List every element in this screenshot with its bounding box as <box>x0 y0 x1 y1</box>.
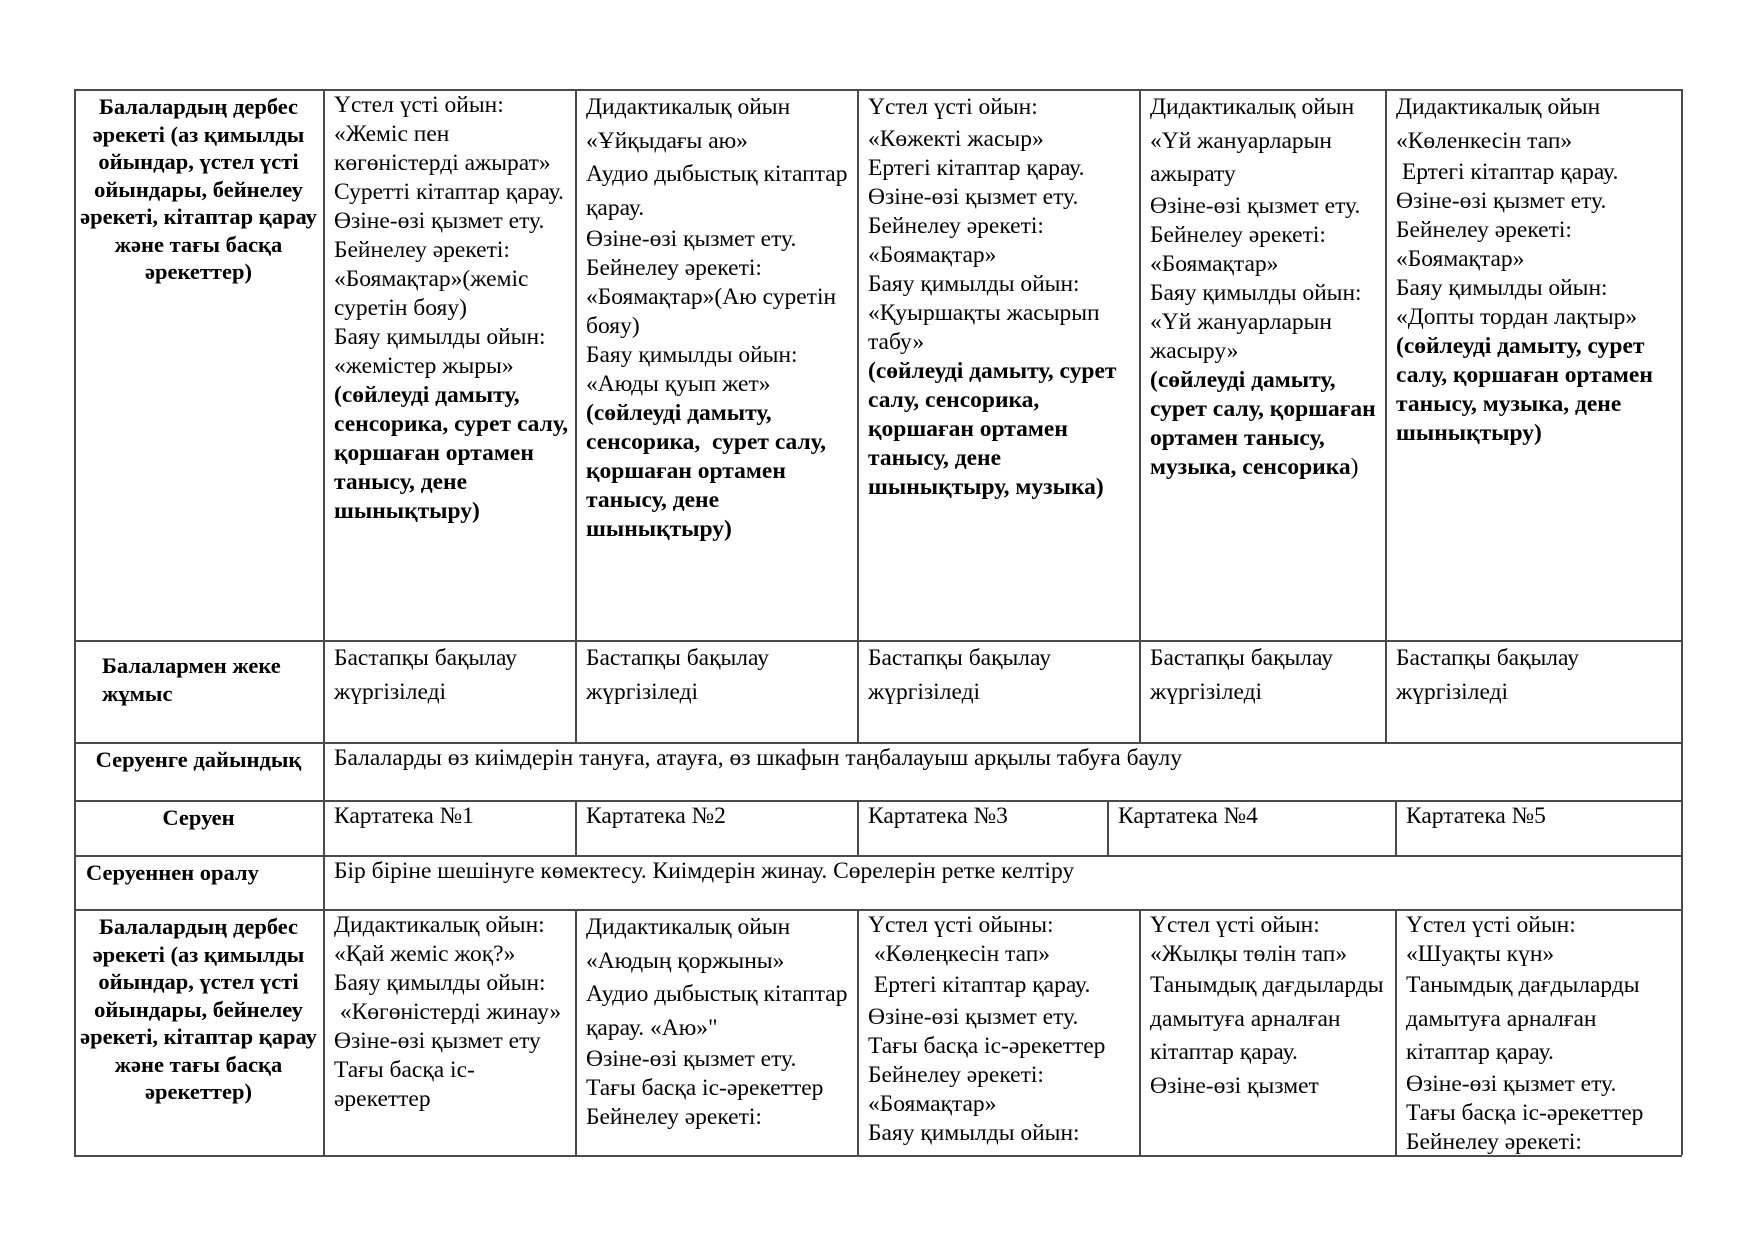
cell-paragraph <box>868 1061 1133 1119</box>
cell-paragraph <box>334 642 569 709</box>
cell-paragraph <box>586 158 854 225</box>
cell-paragraph <box>1150 969 1389 1070</box>
day-cell <box>323 89 575 640</box>
paragraph-text: Бастапқы бақылау жүргізіледі <box>1396 645 1585 705</box>
day-cell <box>857 909 1139 1155</box>
paragraph-text: Өзіне-өзі қызмет ету. <box>1396 188 1607 214</box>
paragraph-bold-text: (сөйлеуді дамыту, сурет салу, сенсорика, қоршаған ортамен танысу, дене шынықтыру, музыка) <box>868 357 1123 500</box>
cell-paragraph <box>868 183 1133 212</box>
paragraph-text: Өзіне-өзі қызмет <box>1150 1072 1319 1099</box>
paragraph-text: Баяу қимылды ойын: «Үй жануарларын жасыру» <box>1150 279 1368 364</box>
day-cell <box>575 89 857 640</box>
paragraph-text: Дидактикалық ойын <box>586 914 791 940</box>
cell-paragraph <box>586 341 851 544</box>
row-label <box>74 800 323 855</box>
cell-paragraph <box>1150 1070 1389 1104</box>
paragraph-text: «Аюдың қоржыны» <box>586 947 785 974</box>
cell-paragraph <box>868 969 1133 1003</box>
row-label-text: Серуен <box>162 805 235 830</box>
day-cell <box>857 89 1139 640</box>
day-cell <box>1139 909 1395 1155</box>
paragraph-text: Бейнелеу әрекеті: «Боямақтар» <box>868 212 1050 268</box>
day-cell <box>1395 800 1681 855</box>
row-label-text: Балалардың дербес әрекеті (аз қимылды ойындар, үстел үсті ойындары, бейнелеу әрекеті, кітаптар қарау және тағы басқа әрекеттер) <box>80 94 317 284</box>
day-cell <box>1385 640 1681 742</box>
cell-paragraph <box>334 1027 569 1056</box>
cell-paragraph <box>334 91 569 178</box>
cell-paragraph <box>1396 274 1675 332</box>
paragraph-text: Баяу қимылды ойын: <box>334 970 546 996</box>
paragraph-text: Ертегі кітаптар қарау. <box>868 972 1091 998</box>
cell-paragraph <box>334 236 569 323</box>
cell-paragraph <box>586 1045 851 1074</box>
cell-paragraph <box>586 91 851 125</box>
cell-paragraph <box>1396 642 1675 709</box>
row-label-text: Балалармен жеке жұмыс <box>102 653 281 706</box>
cell-paragraph <box>586 254 851 341</box>
paragraph-bold-text: (сөйлеуді дамыту, сенсорика, сурет салу, қоршаған ортамен танысу, дене шынықтыру) <box>586 400 832 542</box>
day-cell <box>575 909 857 1155</box>
paragraph-text: Аудио дыбыстық кітаптар қарау. «Аю»" <box>586 981 854 1041</box>
paragraph-text: «Көлеңкесін тап» <box>868 941 1051 967</box>
paragraph-text: Өзіне-өзі қызмет ету. <box>586 1046 797 1072</box>
paragraph-text: Суретті кітаптар қарау. <box>334 179 564 205</box>
day-cell <box>1107 800 1395 855</box>
table-rule-v <box>1681 89 1683 1155</box>
paragraph-text: Бастапқы бақылау жүргізіледі <box>586 645 775 705</box>
cell-paragraph <box>586 802 851 831</box>
day-cell <box>323 909 575 1155</box>
paragraph-text: Үстел үсті ойын: «Жеміс пен көгөністерді ажырат» <box>334 92 551 176</box>
cell-paragraph <box>1150 911 1389 940</box>
cell-paragraph <box>868 802 1101 831</box>
paragraph-text: Баяу қимылды ойын: «жемістер жыры» <box>334 324 552 379</box>
paragraph-text: Бастапқы бақылау жүргізіледі <box>1150 645 1339 705</box>
cell-paragraph <box>586 1074 851 1103</box>
paragraph-text: Бейнелеу әрекеті: «Боямақтар»(Аю суретін бояу) <box>586 255 842 339</box>
cell-paragraph <box>586 125 851 159</box>
cell-paragraph <box>868 91 1133 125</box>
cell-paragraph <box>334 323 574 526</box>
cell-paragraph <box>586 642 851 709</box>
cell-paragraph <box>1150 642 1379 709</box>
paragraph-text: Өзіне-өзі қызмет ету <box>334 1028 541 1054</box>
paragraph-text: Өзіне-өзі қызмет ету. <box>334 208 545 234</box>
row-label <box>74 89 323 640</box>
paragraph-text: Үстел үсті ойын: <box>1150 912 1320 938</box>
paragraph-text: Тағы басқа іс-әрекеттер <box>334 1057 475 1112</box>
cell-paragraph <box>334 207 569 236</box>
cell-paragraph <box>586 945 851 979</box>
cell-paragraph <box>868 1119 1133 1148</box>
cell-paragraph <box>586 978 854 1045</box>
cell-paragraph <box>334 178 569 207</box>
day-cell <box>857 640 1139 742</box>
paragraph-text: Өзіне-өзі қызмет ету. <box>868 183 1079 210</box>
cell-paragraph <box>1396 125 1675 159</box>
paragraph-text: Дидактикалық ойын: «Қай жеміс жоқ?» <box>334 912 551 967</box>
paragraph-text: Дидактикалық ойын <box>1396 94 1601 120</box>
cell-paragraph <box>868 212 1133 270</box>
cell-paragraph <box>868 154 1133 183</box>
merged-cell-text: Балаларды өз киімдерін тануға, атауға, өз шкафын таңбалауыш арқылы табуға баулу <box>334 745 1182 771</box>
paragraph-text: «Жылқы төлін тап» <box>1150 941 1348 967</box>
cell-paragraph <box>1150 221 1379 279</box>
paragraph-text: Тағы басқа іс-әрекеттер <box>586 1075 824 1101</box>
paragraph-text: Бейнелеу әрекеті: «Боямақтар» <box>868 1061 1050 1117</box>
paragraph-bold-text: (сөйлеуді дамыту, сенсорика, сурет салу, қоршаған ортамен танысу, дене шынықтыру) <box>334 382 574 524</box>
paragraph-text: Өзіне-өзі қызмет ету. <box>586 226 797 252</box>
row-label <box>74 742 323 800</box>
cell-paragraph <box>334 802 569 831</box>
day-cell <box>1385 89 1681 640</box>
paragraph-text: «Шуақты күн» <box>1406 941 1555 967</box>
merged-cell <box>323 742 1681 800</box>
row-label <box>74 855 323 909</box>
paragraph-text: Үстел үсті ойыны: <box>868 912 1054 938</box>
cell-paragraph <box>868 270 1133 357</box>
paragraph-text: «Көжекті жасыр» <box>868 125 1044 152</box>
paragraph-text: Бейнелеу әрекеті: «Боямақтар» <box>1396 217 1578 272</box>
cell-paragraph <box>1406 1128 1675 1156</box>
merged-cell <box>323 855 1681 909</box>
paragraph-bold-text: (сөйлеуді дамыту, сурет салу, қоршаған ортамен танысу, музыка, сенсорика <box>1150 366 1382 480</box>
cell-paragraph <box>868 911 1133 940</box>
day-cell <box>323 640 575 742</box>
paragraph-text: Бейнелеу әрекеті: <box>1406 1128 1582 1155</box>
row-label-text: Балалардың дербес әрекеті (аз қимылды ойындар, үстел үсті ойындары, бейнелеу әрекеті, кітаптар қарау және тағы басқа әрекеттер) <box>80 914 317 1104</box>
day-cell <box>1139 89 1385 640</box>
paragraph-text: Өзіне-өзі қызмет ету. <box>1150 192 1361 219</box>
paragraph-text: Үстел үсті ойын: <box>1406 912 1576 938</box>
day-cell <box>1139 640 1385 742</box>
paragraph-text: Картатека №5 <box>1406 803 1546 829</box>
cell-paragraph <box>586 911 851 945</box>
paragraph-text: Аудио дыбыстық кітаптар қарау. <box>586 161 854 221</box>
cell-paragraph <box>1150 192 1379 221</box>
paragraph-text: Бейнелеу әрекеті: <box>586 1104 762 1130</box>
day-cell <box>1395 909 1681 1155</box>
cell-paragraph <box>334 998 569 1027</box>
paragraph-text: Үстел үсті ойын: <box>868 94 1038 120</box>
cell-paragraph <box>334 969 569 998</box>
paragraph-text: Картатека №2 <box>586 803 726 829</box>
paragraph-text: Баяу қимылды ойын: «Допты тордан лақтыр» <box>1396 275 1638 330</box>
paragraph-text: Танымдық дағдыларды дамытуға арналған кітаптар қарау. <box>1150 972 1390 1065</box>
paragraph-text: Өзіне-өзі қызмет ету. <box>868 1003 1079 1030</box>
paragraph-text: Өзіне-өзі қызмет ету. <box>1406 1070 1617 1097</box>
row-label-text: Серуенге дайындық <box>95 747 302 772</box>
paragraph-text: Бейнелеу әрекеті: «Боямақтар»(жеміс суретін бояу) <box>334 237 535 321</box>
cell-paragraph <box>1406 1070 1675 1099</box>
cell-paragraph <box>1396 332 1675 448</box>
cell-paragraph <box>1406 969 1675 1070</box>
day-cell <box>323 800 575 855</box>
row-label-text: Серуеннен оралу <box>86 860 259 885</box>
paragraph-text: Картатека №1 <box>334 803 474 829</box>
cell-paragraph <box>868 125 1133 154</box>
cell-paragraph <box>1406 940 1675 969</box>
row-label <box>74 640 323 742</box>
cell-paragraph <box>868 1003 1133 1032</box>
paragraph-text: «Үй жануарларын ажырату <box>1150 127 1338 187</box>
cell-paragraph <box>868 940 1133 969</box>
paragraph-text: Дидактикалық ойын <box>1150 94 1355 120</box>
cell-paragraph <box>1150 279 1379 366</box>
paragraph-text: Баяу қимылды ойын: «Аюды қуып жет» <box>586 342 804 397</box>
paragraph-text: «Көгөністерді жинау» <box>334 999 562 1025</box>
paragraph-bold-text: (сөйлеуді дамыту, сурет салу, қоршаған ортамен танысу, музыка, дене шынықтыру) <box>1396 333 1659 446</box>
paragraph-text: Бастапқы бақылау жүргізіледі <box>868 645 1057 705</box>
paragraph-text: Картатека №3 <box>868 803 1008 829</box>
paragraph-text: Баяу қимылды ойын: <box>868 1119 1080 1146</box>
cell-paragraph <box>1150 366 1382 482</box>
cell-paragraph <box>1406 911 1675 940</box>
cell-paragraph <box>1150 940 1389 969</box>
row-label <box>74 909 323 1155</box>
cell-paragraph <box>334 911 569 969</box>
paragraph-text: Ертегі кітаптар қарау. <box>1396 159 1619 185</box>
paragraph-text: Ертегі кітаптар қарау. <box>868 154 1085 181</box>
day-cell <box>575 640 857 742</box>
paragraph-text: Танымдық дағдыларды дамытуға арналған кітаптар қарау. <box>1406 972 1646 1065</box>
cell-paragraph <box>586 1103 851 1132</box>
paragraph-text: Картатека №4 <box>1118 803 1258 829</box>
paragraph-text: Тағы басқа іс-әрекеттер <box>868 1032 1106 1059</box>
cell-paragraph <box>1396 91 1675 125</box>
cell-paragraph <box>1396 158 1675 187</box>
cell-paragraph <box>1150 125 1379 192</box>
paragraph-text: «Көленкесін тап» <box>1396 127 1573 154</box>
cell-paragraph <box>586 225 851 254</box>
paragraph-text: Бейнелеу әрекеті: «Боямақтар» <box>1150 221 1332 277</box>
cell-paragraph <box>868 642 1133 709</box>
cell-paragraph <box>1406 1099 1675 1128</box>
cell-paragraph <box>1396 216 1675 274</box>
cell-paragraph <box>868 1032 1133 1061</box>
paragraph-text: Тағы басқа іс-әрекеттер <box>1406 1099 1644 1126</box>
paragraph-tail-text: ) <box>1350 453 1359 480</box>
merged-cell-text: Бір біріне шешінуге көмектесу. Киімдерін жинау. Сөрелерін ретке келтіру <box>334 858 1075 884</box>
cell-paragraph <box>1150 91 1379 125</box>
day-cell <box>857 800 1107 855</box>
paragraph-text: Дидактикалық ойын <box>586 94 791 120</box>
table-rule-h <box>74 1155 1682 1157</box>
cell-paragraph <box>1406 802 1675 831</box>
paragraph-text: Бастапқы бақылау жүргізіледі <box>334 645 523 705</box>
cell-paragraph <box>1118 802 1389 831</box>
cell-paragraph <box>868 357 1133 502</box>
day-cell <box>575 800 857 855</box>
paragraph-text: Баяу қимылды ойын: «Қуыршақты жасырып табу» <box>868 270 1106 355</box>
cell-paragraph <box>1396 187 1675 216</box>
cell-paragraph <box>334 1056 569 1114</box>
paragraph-text: «Ұйқыдағы аю» <box>586 127 748 154</box>
